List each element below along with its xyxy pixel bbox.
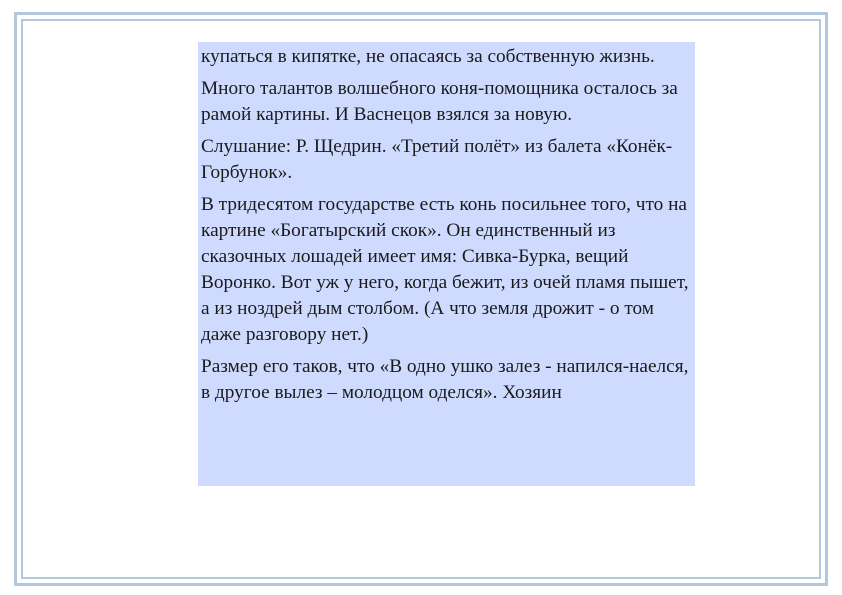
text-box	[198, 42, 695, 486]
paragraph-4: В тридесятом государстве есть конь посильнее того, что на картине «Богатырский скок». Он единственный из сказочных лошадей имеет имя: Сивка-Бурка, вещий Воронко. Вот уж у него, когда бежит, из очей пламя пышет, а из ноздрей дым столбом. (А что земля дрожит - о том даже разговору нет.)	[201, 194, 689, 345]
paragraph-1: купаться в кипятке, не опасаясь за собственную жизнь.	[201, 46, 655, 67]
paragraph-2: Много талантов волшебного коня-помощника осталось за рамой картины. И Васнецов взялся за новую.	[201, 78, 678, 125]
paragraph-5: Размер его таков, что «В одно ушко залез - напился-наелся, в другое вылез – молодцом оделся». Хозяин	[201, 356, 689, 403]
paragraph-3: Слушание: Р. Щедрин. «Третий полёт» из балета «Конёк-Горбунок».	[201, 136, 673, 183]
